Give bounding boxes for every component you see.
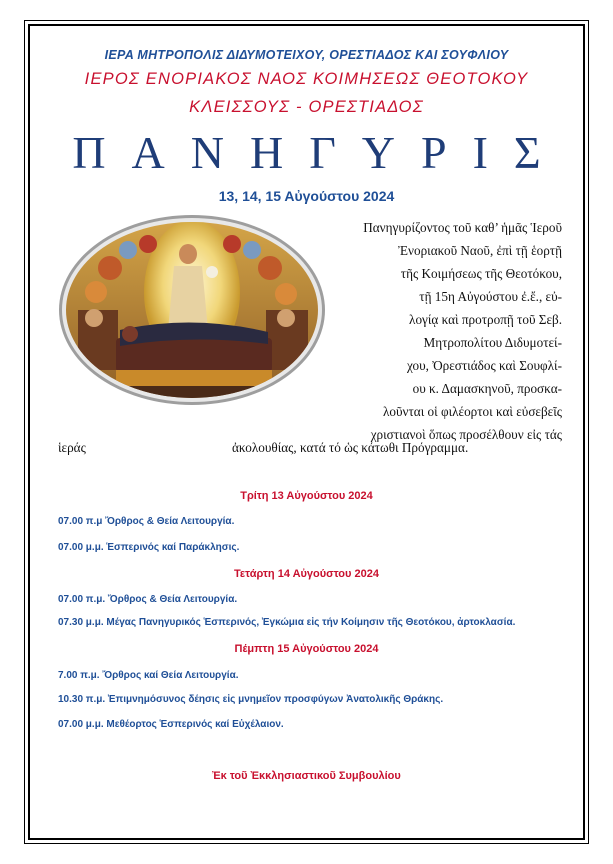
intro-line: τῆς Κοιμήσεως τῆς Θεοτόκου,	[400, 266, 562, 281]
intro-line: λογίᾳ καὶ προτροπῇ τοῦ Σεβ.	[409, 312, 562, 327]
metropolis-heading: ΙΕΡΑ ΜΗΤΡΟΠΟΛΙΣ ΔΙΔΥΜΟΤΕΙΧΟΥ, ΟΡΕΣΤΙΑΔΟΣ ΚΑΙ ΣΟΥΦΛΙΟΥ	[104, 48, 509, 62]
day-heading-wednesday: Τετάρτη 14 Αὐγούστου 2024	[234, 568, 379, 580]
schedule-item: 07.00 π.μ. Ὄρθρος & Θεία Λειτουργία.	[58, 594, 238, 605]
intro-line: Πανηγυρίζοντος τοῦ καθ’ ἡμᾶς Ἱεροῦ	[363, 220, 562, 235]
schedule-item: 07.00 π.μ Ὄρθρος & Θεία Λειτουργία.	[58, 516, 235, 527]
intro-line: Μητροπολίτου Διδυμοτεί-	[423, 335, 562, 350]
schedule-item: 10.30 π.μ. Ἐπιμνημόσυνος δέησις εἰς μνημεῖον προσφύγων Ἀνατολικῆς Θράκης.	[58, 694, 444, 705]
intro-line: χριστιανοὶ ὅπως προσέλθουν εἰς τάς	[370, 427, 562, 442]
feast-dates: 13, 14, 15 Αὐγούστου 2024	[218, 188, 395, 204]
intro-paragraph	[300, 220, 562, 440]
schedule-item: 07.00 μ.μ. Ἑσπερινός καί Παράκλησις.	[58, 542, 240, 553]
church-heading: ΙΕΡΟΣ ΕΝΟΡΙΑΚΟΣ ΝΑΟΣ ΚΟΙΜΗΣΕΩΣ ΘΕΟΤΟΚΟΥ	[84, 70, 529, 88]
intro-line: χου, Ὀρεστιάδος καὶ Σουφλί-	[406, 358, 562, 373]
intro-last-right: ἀκολουθίας, κατά τό ὡς κάτωθι Πρόγραμμα.	[232, 440, 469, 455]
schedule-item: 07.30 μ.μ. Μέγας Πανηγυρικός Ἑσπερινός, Ἐγκώμια εἰς τήν Κοίμησιν τῆς Θεοτόκου, ἀρτοκλασία.	[58, 617, 516, 628]
intro-line: Ἐνοριακοῦ Ναοῦ, ἐπὶ τῇ ἑορτῇ	[398, 243, 562, 258]
day-heading-tuesday: Τρίτη 13 Αὐγούστου 2024	[240, 490, 373, 502]
location-heading: ΚΛΕΙΣΣΟΥΣ - ΟΡΕΣΤΙΑΔΟΣ	[189, 98, 424, 116]
parish-council-signature: Ἐκ τοῦ Ἐκκλησιαστικοῦ Συμβουλίου	[212, 770, 401, 782]
dormition-icon-image	[56, 210, 328, 410]
intro-line: ου κ. Δαμασκηνοῦ, προσκα-	[412, 381, 562, 396]
schedule-item: 7.00 π.μ. Ὄρθρος καί Θεία Λειτουργία.	[58, 670, 239, 681]
schedule-item: 07.00 μ.μ. Μεθέορτος Ἑσπερινός καί Εὐχέλαιον.	[58, 719, 284, 730]
intro-line: λοῦνται οἱ φιλέορτοι καὶ εὐσεβεῖς	[383, 404, 562, 419]
page-title: ΠΑΝΗΓΥΡΙΣ	[72, 127, 567, 178]
intro-line: τῇ 15η Αὐγούστου ἐ.ἔ., εὐ-	[419, 289, 562, 304]
day-heading-thursday: Πέμπτη 15 Αὐγούστου 2024	[234, 643, 379, 655]
intro-last-left: ἱεράς	[58, 440, 86, 455]
